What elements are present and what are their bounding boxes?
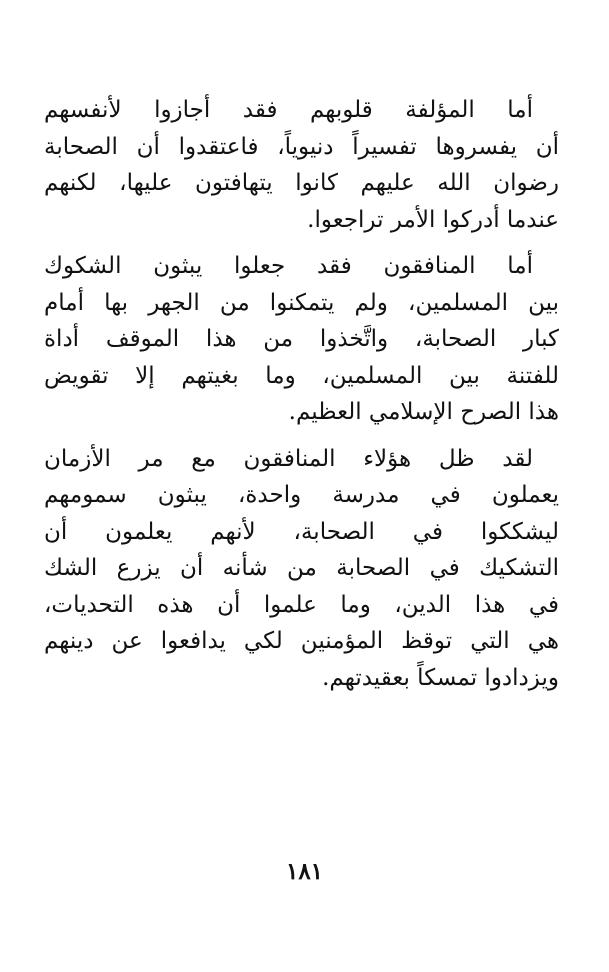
text-line: التشكيك في الصحابة من شأنه أن يزرع الشك (44, 555, 559, 581)
page-number: ١٨١ (285, 858, 324, 885)
text-line: أما المنافقون فقد جعلوا يبثون الشكوك (44, 253, 533, 279)
paragraph-1 (44, 92, 559, 238)
text-line: كبار الصحابة، واتَّخذوا من هذا الموقف أداة (44, 326, 559, 352)
text-line: عندما أدركوا الأمر تراجعوا. (307, 206, 559, 233)
text-line: أن يفسروها تفسيراً دنيوياً، فاعتقدوا أن الصحابة (44, 133, 559, 160)
text-line: ليشككوا في الصحابة، لأنهم يعلمون أن (44, 518, 559, 545)
text-line: هي التي توقظ المؤمنين لكي يدافعوا عن دينهم (44, 628, 559, 654)
paragraph-2 (44, 248, 559, 431)
text-line: أما المؤلفة قلوبهم فقد أجازوا لأنفسهم (44, 97, 533, 123)
text-line: ويزدادوا تمسكاً بعقيدتهم. (322, 664, 559, 691)
text-line: في هذا الدين، وما علموا أن هذه التحديات، (44, 591, 559, 618)
text-line: بين المسلمين، ولم يتمكنوا من الجهر بها أمام (44, 289, 559, 316)
text-line: لقد ظل هؤلاء المنافقون مع مر الأزمان (44, 445, 533, 472)
text-line: يعملون في مدرسة واحدة، يبثون سمومهم (44, 482, 559, 508)
text-line: رضوان الله عليهم كانوا يتهافتون عليها، لكنهم (44, 170, 559, 196)
text-line: هذا الصرح الإسلامي العظيم. (288, 399, 559, 425)
page-body (44, 92, 559, 706)
text-line: للفتنة بين المسلمين، وما بغيتهم إلا تقويض (44, 362, 559, 389)
paragraph-3 (44, 441, 559, 697)
